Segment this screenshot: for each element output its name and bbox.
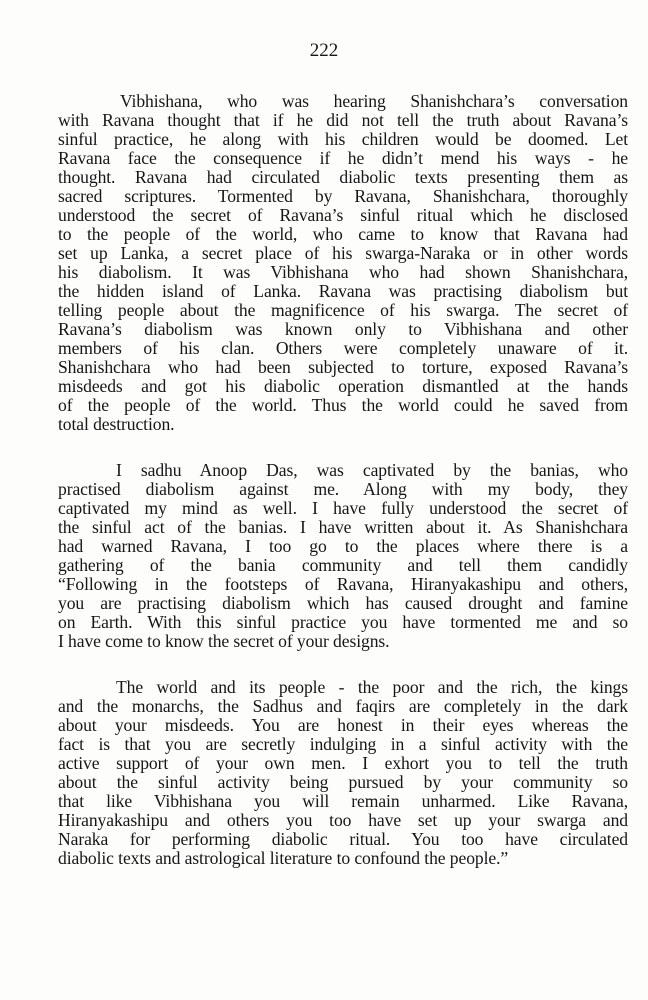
text-line: Ravana’s diabolism was known only to Vibhishana and other [58,319,628,339]
text-line: Shanishchara who had been subjected to torture, exposed Ravana’s [58,357,628,377]
text-line: set up Lanka, a secret place of his swarga-Naraka or in other words [58,243,628,263]
text-line: sinful practice, he along with his children would be doomed. Let [58,129,628,149]
text-line: the sinful act of the banias. I have written about it. As Shanishchara [58,517,628,537]
text-line: had warned Ravana, I too go to the places where there is a [58,536,628,556]
paragraph-2 [58,461,628,651]
text-line: The world and its people - the poor and the rich, the kings [116,677,628,697]
text-line: thought. Ravana had circulated diabolic texts presenting them as [58,167,628,187]
text-line: of the people of the world. Thus the world could he saved from [58,395,628,415]
text-line: diabolic texts and astrological literature to confound the people.” [58,848,509,868]
text-line: with Ravana thought that if he did not tell the truth about Ravana’s [58,110,628,130]
text-line: Hiranyakashipu and others you too have set up your swarga and [58,810,628,830]
text-line: practised diabolism against me. Along with my body, they [58,479,628,499]
text-line: I have come to know the secret of your designs. [58,631,390,651]
text-line: about the sinful activity being pursued by your community so [58,772,628,792]
text-line: on Earth. With this sinful practice you have tormented me and so [58,612,628,632]
text-line: you are practising diabolism which has caused drought and famine [58,593,628,613]
paragraph-3 [58,678,628,868]
page-number: 222 [309,40,339,61]
text-line: that like Vibhishana you will remain unharmed. Like Ravana, [58,791,628,811]
text-line: understood the secret of Ravana’s sinful ritual which he disclosed [58,205,628,225]
text-line: to the people of the world, who came to know that Ravana had [58,224,628,244]
text-line: gathering of the bania community and tell them candidly [58,555,628,575]
paragraph-1 [58,92,628,434]
text-line: and the monarchs, the Sadhus and faqirs are completely in the dark [58,696,628,716]
text-line: his diabolism. It was Vibhishana who had shown Shanishchara, [58,262,628,282]
text-line: telling people about the magnificence of his swarga. The secret of [58,300,628,320]
text-line: total destruction. [58,414,175,434]
text-line: about your misdeeds. You are honest in their eyes whereas the [58,715,628,735]
text-line: I sadhu Anoop Das, was captivated by the banias, who [116,460,628,480]
text-line: misdeeds and got his diabolic operation dismantled at the hands [58,376,628,396]
body-text [58,92,628,868]
text-line: members of his clan. Others were completely unaware of it. [58,338,628,358]
text-line: “Following in the footsteps of Ravana, Hiranyakashipu and others, [58,574,628,594]
text-line: active support of your own men. I exhort you to tell the truth [58,753,628,773]
text-line: the hidden island of Lanka. Ravana was practising diabolism but [58,281,628,301]
text-line: fact is that you are secretly indulging in a sinful activity with the [58,734,628,754]
text-line: sacred scriptures. Tormented by Ravana, Shanishchara, thoroughly [58,186,628,206]
text-line: captivated my mind as well. I have fully understood the secret of [58,498,628,518]
text-line: Vibhishana, who was hearing Shanishchara’s conversation [120,91,628,111]
text-line: Ravana face the consequence if he didn’t mend his ways - he [58,148,628,168]
text-line: Naraka for performing diabolic ritual. You too have circulated [58,829,628,849]
